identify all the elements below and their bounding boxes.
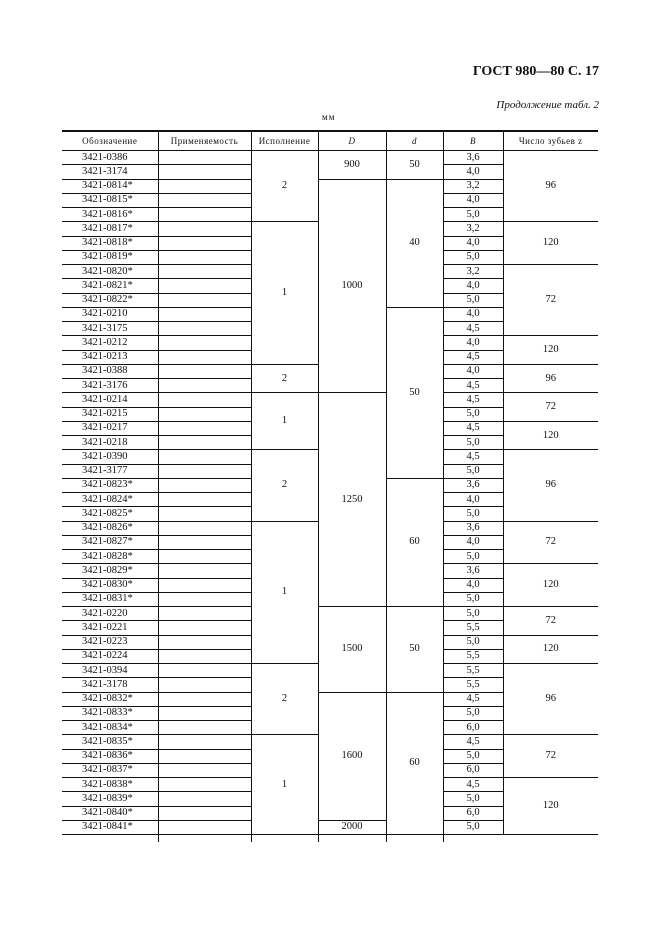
designation-cell: 3421-0834* [62,721,158,735]
designation-cell: 3421-0212 [62,336,158,350]
table-tail-cell [251,835,318,843]
applicability-cell [158,193,251,207]
designation-cell: 3421-0215 [62,407,158,421]
applicability-cell [158,165,251,179]
table-tail-cell [62,835,158,843]
designation-cell: 3421-0833* [62,706,158,720]
applicability-cell [158,806,251,820]
col-header-applicability: Применяемость [158,131,251,151]
B-cell: 5,0 [443,250,503,264]
designation-cell: 3421-0814* [62,179,158,193]
designation-cell: 3421-0821* [62,279,158,293]
applicability-cell [158,635,251,649]
teeth-cell: 96 [503,664,598,735]
D-cell: 1500 [318,607,386,693]
version-cell: 2 [251,664,318,735]
designation-cell: 3421-0224 [62,649,158,663]
designation-cell: 3421-0829* [62,564,158,578]
applicability-cell [158,379,251,393]
applicability-cell [158,364,251,378]
table-tail-cell [158,835,251,843]
col-header-D: D [318,131,386,151]
B-cell: 4,5 [443,393,503,407]
B-cell: 4,0 [443,279,503,293]
B-cell: 4,0 [443,307,503,321]
version-cell: 1 [251,393,318,450]
applicability-cell [158,721,251,735]
B-cell: 4,5 [443,322,503,336]
designation-cell: 3421-0218 [62,436,158,450]
B-cell: 5,0 [443,706,503,720]
B-cell: 5,5 [443,649,503,663]
B-cell: 4,0 [443,578,503,592]
B-cell: 3,6 [443,151,503,165]
B-cell: 4,5 [443,778,503,792]
applicability-cell [158,735,251,749]
designation-cell: 3421-3178 [62,678,158,692]
D-cell: 1600 [318,692,386,820]
B-cell: 5,0 [443,550,503,564]
applicability-cell [158,692,251,706]
D-cell: 1000 [318,179,386,393]
B-cell: 6,0 [443,806,503,820]
table-tail-cell [386,835,443,843]
designation-cell: 3421-0818* [62,236,158,250]
B-cell: 5,0 [443,592,503,606]
designation-cell: 3421-0386 [62,151,158,165]
designation-cell: 3421-0223 [62,635,158,649]
B-cell: 5,0 [443,507,503,521]
table-tail [62,835,598,843]
B-cell: 4,0 [443,236,503,250]
B-cell: 4,0 [443,193,503,207]
B-cell: 5,0 [443,436,503,450]
B-cell: 5,0 [443,635,503,649]
teeth-cell: 72 [503,393,598,422]
gear-table [62,130,598,842]
applicability-cell [158,649,251,663]
d-cell: 50 [386,607,443,693]
B-cell: 3,6 [443,564,503,578]
version-cell: 2 [251,364,318,393]
designation-cell: 3421-0816* [62,208,158,222]
designation-cell: 3421-3176 [62,379,158,393]
applicability-cell [158,507,251,521]
applicability-cell [158,464,251,478]
applicability-cell [158,279,251,293]
teeth-cell: 120 [503,336,598,365]
designation-cell: 3421-0217 [62,421,158,435]
designation-cell: 3421-0840* [62,806,158,820]
designation-cell: 3421-0213 [62,350,158,364]
B-cell: 4,0 [443,535,503,549]
applicability-cell [158,778,251,792]
d-cell: 40 [386,179,443,307]
table-tail-cell [503,835,598,843]
version-cell: 1 [251,521,318,664]
version-cell: 2 [251,450,318,521]
teeth-cell: 120 [503,778,598,835]
D-cell: 2000 [318,820,386,834]
designation-cell: 3421-0820* [62,265,158,279]
designation-cell: 3421-0817* [62,222,158,236]
applicability-cell [158,706,251,720]
designation-cell: 3421-0836* [62,749,158,763]
B-cell: 3,2 [443,222,503,236]
B-cell: 5,0 [443,464,503,478]
applicability-cell [158,607,251,621]
d-cell: 50 [386,151,443,180]
version-cell: 2 [251,151,318,222]
applicability-cell [158,222,251,236]
designation-cell: 3421-0841* [62,820,158,834]
teeth-cell: 120 [503,421,598,450]
applicability-cell [158,436,251,450]
designation-cell: 3421-0394 [62,664,158,678]
applicability-cell [158,564,251,578]
applicability-cell [158,550,251,564]
B-cell: 4,0 [443,364,503,378]
teeth-cell: 120 [503,564,598,607]
col-header-d: d [386,131,443,151]
B-cell: 4,0 [443,493,503,507]
designation-cell: 3421-0838* [62,778,158,792]
designation-cell: 3421-0210 [62,307,158,321]
applicability-cell [158,421,251,435]
designation-cell: 3421-3175 [62,322,158,336]
designation-cell: 3421-0835* [62,735,158,749]
table-row [62,151,598,165]
D-cell: 900 [318,151,386,180]
B-cell: 5,5 [443,621,503,635]
unit-label: мм [322,112,336,122]
applicability-cell [158,749,251,763]
B-cell: 3,2 [443,179,503,193]
applicability-cell [158,179,251,193]
table-continuation-label: Продолжение табл. 2 [496,99,599,111]
B-cell: 5,0 [443,208,503,222]
B-cell: 4,5 [443,450,503,464]
applicability-cell [158,763,251,777]
designation-cell: 3421-3174 [62,165,158,179]
applicability-cell [158,792,251,806]
d-cell: 60 [386,692,443,835]
designation-cell: 3421-0830* [62,578,158,592]
designation-cell: 3421-0815* [62,193,158,207]
table-row [62,607,598,621]
B-cell: 4,5 [443,379,503,393]
d-cell: 50 [386,307,443,478]
version-cell: 1 [251,222,318,365]
designation-cell: 3421-0221 [62,621,158,635]
B-cell: 5,0 [443,293,503,307]
applicability-cell [158,407,251,421]
applicability-cell [158,578,251,592]
B-cell: 4,5 [443,735,503,749]
designation-cell: 3421-0214 [62,393,158,407]
applicability-cell [158,621,251,635]
applicability-cell [158,151,251,165]
applicability-cell [158,592,251,606]
designation-cell: 3421-0831* [62,592,158,606]
teeth-cell: 96 [503,151,598,222]
col-header-version: Исполнение [251,131,318,151]
B-cell: 3,6 [443,521,503,535]
designation-cell: 3421-0837* [62,763,158,777]
applicability-cell [158,208,251,222]
designation-cell: 3421-0390 [62,450,158,464]
designation-cell: 3421-0819* [62,250,158,264]
designation-cell: 3421-0388 [62,364,158,378]
applicability-cell [158,664,251,678]
table-tail-cell [443,835,503,843]
designation-cell: 3421-0220 [62,607,158,621]
B-cell: 4,0 [443,336,503,350]
applicability-cell [158,265,251,279]
applicability-cell [158,322,251,336]
applicability-cell [158,307,251,321]
applicability-cell [158,236,251,250]
applicability-cell [158,250,251,264]
applicability-cell [158,293,251,307]
B-cell: 4,5 [443,421,503,435]
designation-cell: 3421-0832* [62,692,158,706]
designation-cell: 3421-3177 [62,464,158,478]
teeth-cell: 72 [503,607,598,636]
designation-cell: 3421-0826* [62,521,158,535]
teeth-cell: 120 [503,222,598,265]
applicability-cell [158,521,251,535]
B-cell: 4,5 [443,692,503,706]
d-cell: 60 [386,478,443,606]
teeth-cell: 72 [503,265,598,336]
table-tail-cell [318,835,386,843]
D-cell: 1250 [318,393,386,607]
version-cell: 1 [251,735,318,835]
designation-cell: 3421-0827* [62,535,158,549]
applicability-cell [158,493,251,507]
col-header-designation: Обозначение [62,131,158,151]
applicability-cell [158,820,251,834]
B-cell: 5,0 [443,820,503,834]
B-cell: 5,0 [443,749,503,763]
applicability-cell [158,450,251,464]
teeth-cell: 72 [503,735,598,778]
B-cell: 4,5 [443,350,503,364]
B-cell: 5,0 [443,792,503,806]
page-header: ГОСТ 980—80 С. 17 [472,64,599,79]
B-cell: 6,0 [443,721,503,735]
designation-cell: 3421-0839* [62,792,158,806]
applicability-cell [158,336,251,350]
B-cell: 5,5 [443,678,503,692]
applicability-cell [158,678,251,692]
col-header-teeth: Число зубьев z [503,131,598,151]
B-cell: 3,2 [443,265,503,279]
designation-cell: 3421-0822* [62,293,158,307]
designation-cell: 3421-0828* [62,550,158,564]
teeth-cell: 96 [503,364,598,393]
B-cell: 5,0 [443,607,503,621]
B-cell: 4,0 [443,165,503,179]
B-cell: 3,6 [443,478,503,492]
teeth-cell: 72 [503,521,598,564]
B-cell: 5,5 [443,664,503,678]
teeth-cell: 96 [503,450,598,521]
table-row [62,393,598,407]
table-header-row [62,131,598,151]
designation-cell: 3421-0825* [62,507,158,521]
applicability-cell [158,350,251,364]
designation-cell: 3421-0824* [62,493,158,507]
B-cell: 5,0 [443,407,503,421]
applicability-cell [158,535,251,549]
applicability-cell [158,393,251,407]
applicability-cell [158,478,251,492]
col-header-B: B [443,131,503,151]
B-cell: 6,0 [443,763,503,777]
designation-cell: 3421-0823* [62,478,158,492]
teeth-cell: 120 [503,635,598,664]
